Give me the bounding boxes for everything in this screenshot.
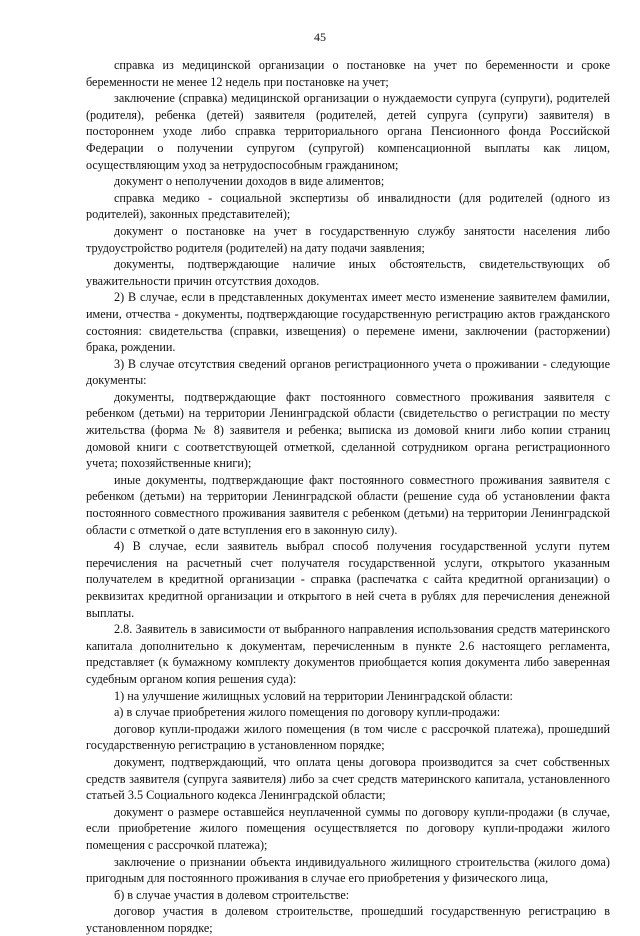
paragraph: 4) В случае, если заявитель выбрал способ получения государственной услуги путем перечисления на расчетный счет получателя государственной услуги, открытого указанным получателем в кредитной организации - справка (распечатка с сайта кредитной организации) о реквизитах кредитной организации и открытого в ней счета в рублях для перечисления денежной выплаты. [86, 539, 610, 620]
paragraph: документ, подтверждающий, что оплата цены договора производится за счет собственных средств заявителя (супруга заявителя) либо за счет средств материнского капитала, установленного статьей 3.5 Социального кодекса Ленинградской области; [86, 754, 610, 803]
paragraph: документ о размере оставшейся неуплаченной суммы по договору купли-продажи (в случае, если приобретение жилого помещения осуществляется по договору купли-продажи жилого помещения с рассрочкой платежа); [86, 804, 610, 852]
paragraph: а) в случае приобретения жилого помещения по договору купли-продажи: [114, 705, 501, 720]
paragraph: документ о неполучении доходов в виде алиментов; [114, 174, 385, 189]
paragraph: справка медико - социальной экспертизы об инвалидности (для родителей (одного из родителей), законных представителей); [86, 190, 610, 222]
paragraph: 2.8. Заявитель в зависимости от выбранного направления использования средств материнского капитала дополнительно к документам, перечисленным в пункте 2.6 настоящего регламента, представляет (к бумажному комплекту документов приобщается копия документа либо заверенная судебным органом копия решения суда): [86, 622, 610, 686]
paragraph: документ о постановке на учет в государственную службу занятости населения либо трудоустройство родителя (родителей) на дату подачи заявления; [86, 223, 610, 255]
paragraph: 1) на улучшение жилищных условий на территории Ленинградской области: [114, 688, 513, 703]
paragraph: заключение (справка) медицинской организации о нуждаемости супруга (супруги), родителей (родителя), ребенка (детей) заявителя (родителей, детей супруга (супруги) заявителя) в постороннем уходе либо справка территориального органа Пенсионного фонда Российской Федерации о получении супругом (супругой) компенсационной выплаты как лицом, осуществляющим уход за нетрудоспособным гражданином; [86, 91, 610, 172]
paragraph: документы, подтверждающие факт постоянного совместного проживания заявителя с ребенком (детьми) на территории Ленинградской области (свидетельство о регистрации по месту жительства (форма № 8) заявителя и ребенка; выписка из домовой книги либо копии страниц домовой книги с соответствующей отметкой, сделанной сотрудником органа регистрационного учета; похозяйственные книги); [86, 389, 610, 471]
paragraph: договор купли-продажи жилого помещения (в том числе с рассрочкой платежа), прошедший государственную регистрацию в установленном порядке; [86, 721, 610, 753]
document-body [86, 57, 610, 936]
paragraph: иные документы, подтверждающие факт постоянного совместного проживания заявителя с ребенком (детьми) на территории Ленинградской области (решение суда об установлении факта постоянного совместного проживания заявителя с ребенком (детьми) на территории Ленинградской области с отметкой о дате вступления его в законную силу). [86, 472, 610, 537]
paragraph: заключение о признании объекта индивидуального жилищного строительства (жилого дома) пригодным для постоянного проживания в случае его приобретения у физического лица, [86, 854, 610, 886]
page-number: 45 [314, 30, 326, 44]
paragraph: договор участия в долевом строительстве, прошедший государственную регистрацию в установленном порядке; [86, 904, 610, 935]
paragraph: б) в случае участия в долевом строительстве: [114, 887, 350, 902]
paragraph: 2) В случае, если в представленных документах имеет место изменение заявителем фамилии, имени, отчества - документы, подтверждающие государственную регистрацию актов гражданского состояния: свидетельства (справки, извещения) о перемене имени, заключении (расторжении) брака, рождении. [86, 290, 610, 355]
paragraph: документы, подтверждающие наличие иных обстоятельств, свидетельствующих об уважительности причин отсутствия доходов. [86, 257, 610, 288]
paragraph: 3) В случае отсутствия сведений органов регистрационного учета о проживании - следующие документы: [86, 356, 610, 388]
paragraph: справка из медицинской организации о постановке на учет по беременности и сроке беременности не менее 12 недель при постановке на учет; [86, 58, 610, 89]
